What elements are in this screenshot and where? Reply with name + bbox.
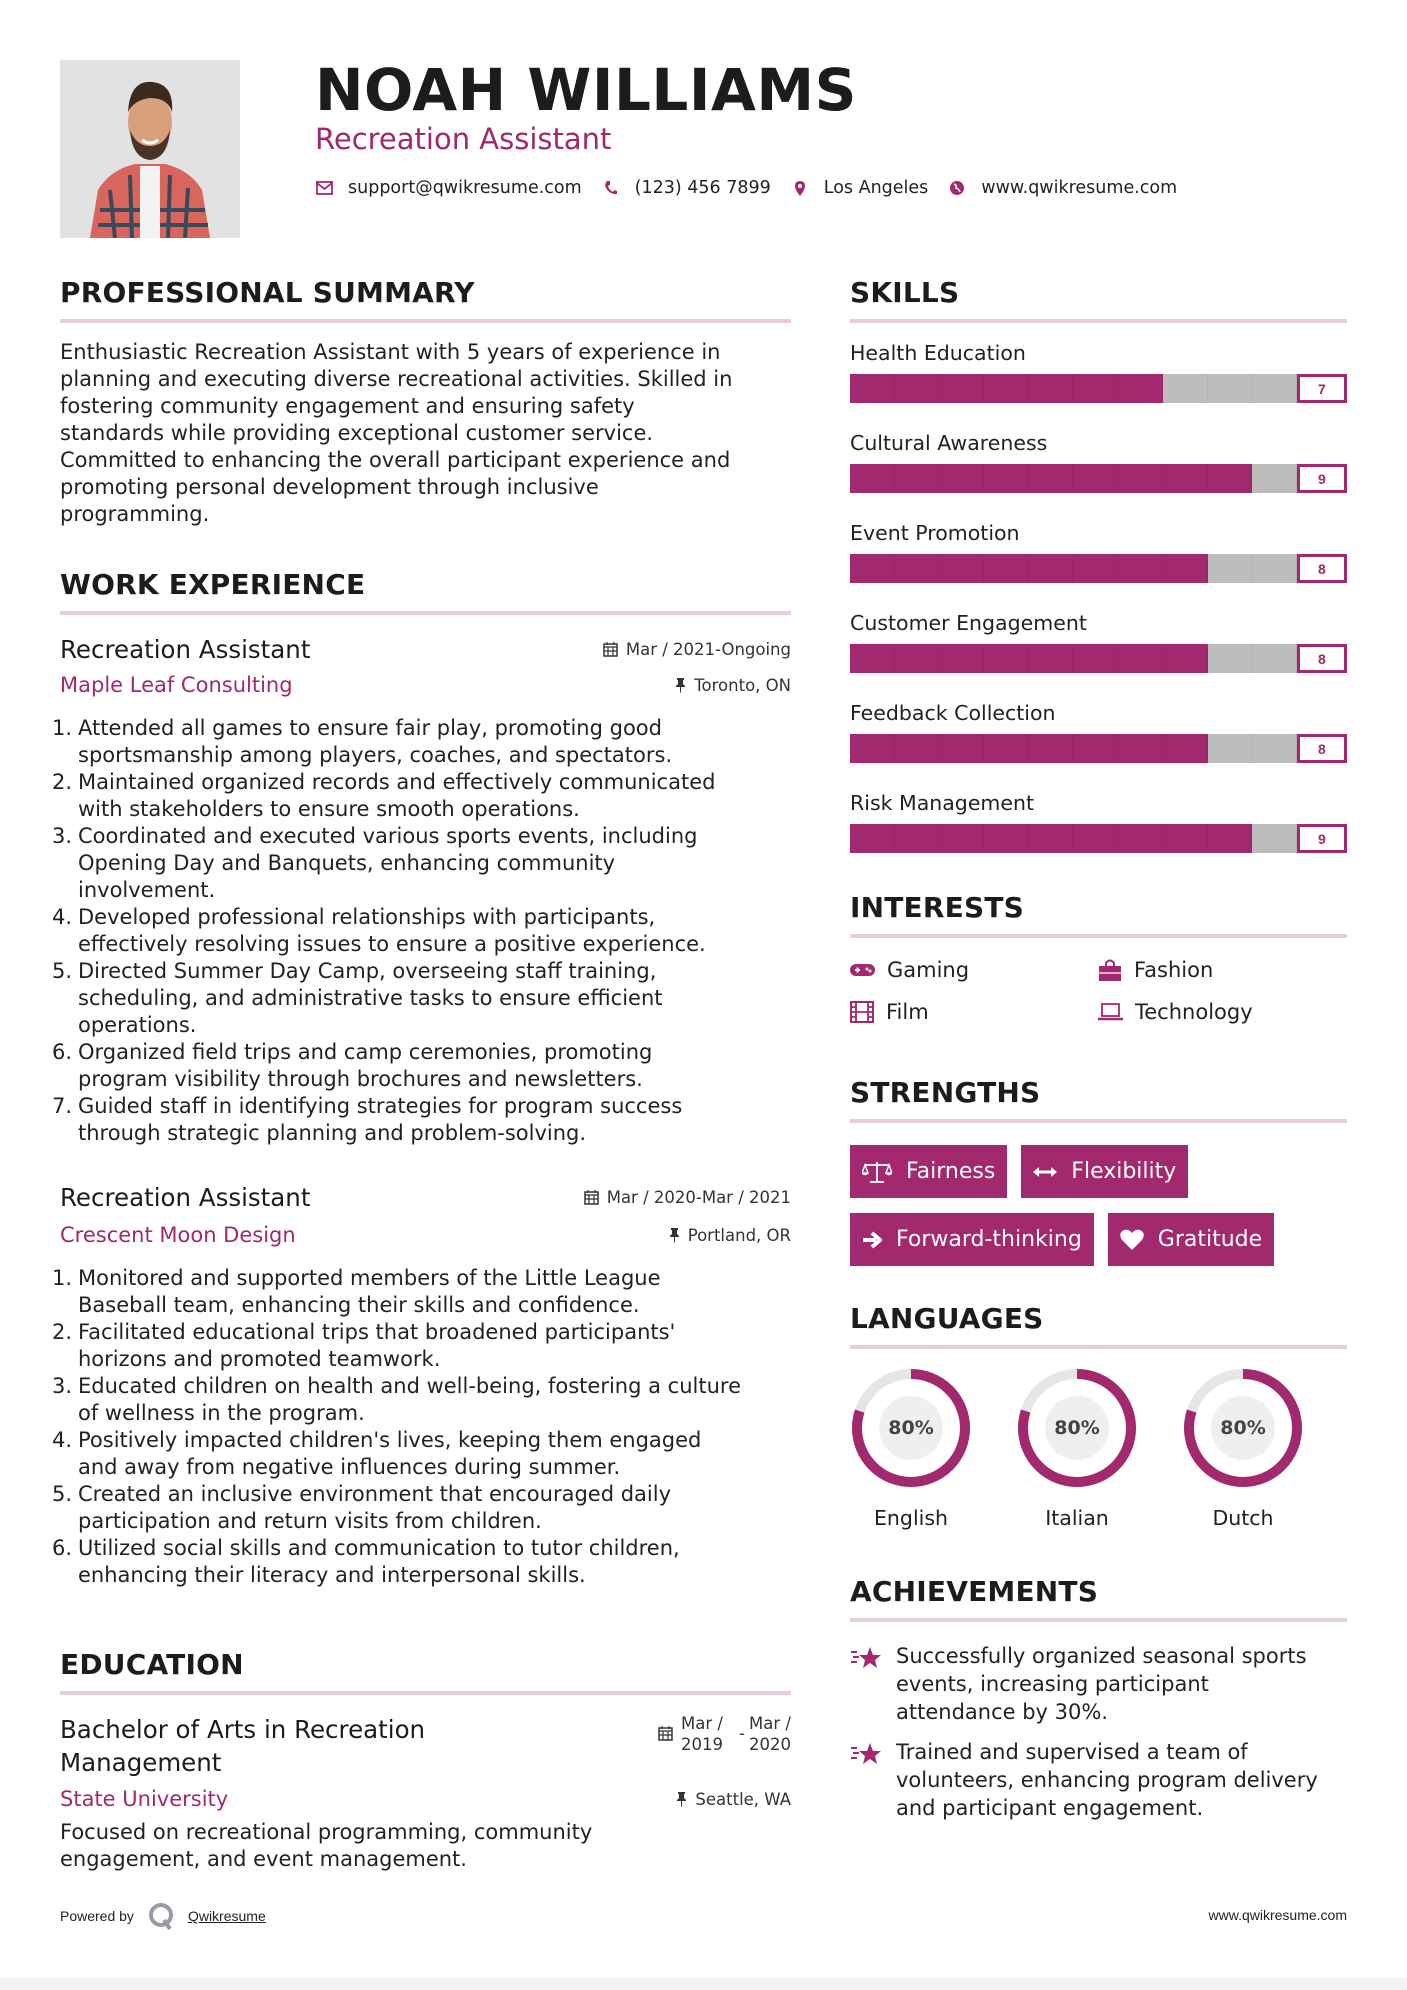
skill-label: Health Education [850,341,1026,365]
powered-by [60,1902,266,1930]
balance-scale-icon [862,1161,892,1183]
skill-bar-segment [850,644,895,673]
skill-bar-segment [1208,734,1253,763]
phone-icon [602,179,620,197]
list-item: 7. Guided staff in identifying strategies for program success through strategic planning and problem-solving. [52,1094,683,1145]
contact-email[interactable] [315,178,582,198]
degree-title: Bachelor of Arts in Recreation Management [60,1715,426,1777]
pushpin-icon [675,677,686,693]
skill-bar [850,464,1347,493]
list-item: 5. Directed Summer Day Camp, overseeing staff training, scheduling, and administrative tasks to ensure efficient operations. [52,959,663,1037]
skills-list [850,341,1347,853]
language-progress-ring [1182,1367,1304,1489]
arrow-right-icon [862,1230,882,1250]
skill-bar-segment [1029,824,1074,853]
skill-value-box: 9 [1297,464,1347,493]
section-title: INTERESTS [850,891,1024,924]
skill-value-box: 8 [1297,554,1347,583]
section-divider [60,1691,791,1695]
skill-label: Event Promotion [850,521,1020,545]
film-icon [850,1001,874,1023]
skill-value-box: 7 [1297,374,1347,403]
arrows-horizontal-icon [1033,1166,1057,1178]
skill-bar-segment [1252,734,1297,763]
skill-bar-segment [984,644,1029,673]
end-date: Mar / 2020 [749,1714,791,1754]
skill-bar-segment [939,464,984,493]
skill-bar-segment [1208,464,1253,493]
list-item: 4. Developed professional relationships with participants, effectively resolving issues to ensure a positive experience. [52,905,706,956]
section-title: ACHIEVEMENTS [850,1575,1099,1608]
list-item: 2. Facilitated educational trips that broadened participants' horizons and promoted teamwork. [52,1320,676,1371]
section-title: WORK EXPERIENCE [60,568,366,601]
skill-label: Customer Engagement [850,611,1087,635]
section-divider [850,1345,1347,1349]
skill-bar-segment [984,464,1029,493]
list-item: 6. Organized field trips and camp ceremonies, promoting program visibility through brochures and newsletters. [52,1040,653,1091]
laptop-icon [1098,1003,1123,1021]
language-percent: 80% [1054,1417,1100,1439]
skill-value-box: 8 [1297,734,1347,763]
interest-gaming: Gaming [850,958,1098,982]
skill-bar-segment [1073,644,1118,673]
skill-label: Risk Management [850,791,1035,815]
date-separator: - [739,1724,745,1743]
pushpin-icon [669,1227,680,1243]
skill-bar-segment [850,374,895,403]
list-item: 6. Utilized social skills and communication to tutor children, enhancing their literacy and interpersonal skills. [52,1536,680,1587]
job-bullets [52,1265,791,1589]
skill-bar-segment [1208,554,1253,583]
school-name: State University [60,1787,229,1811]
skill-bar-segment [1073,824,1118,853]
skill-bar-segment [895,374,940,403]
skill-item [850,521,1347,583]
languages-list [850,1367,1347,1530]
list-item: 1. Monitored and supported members of the Little League Baseball team, enhancing their skills and confidence. [52,1266,661,1317]
skill-bar-segment [1252,374,1297,403]
gamepad-icon [850,963,875,977]
interests-section [850,891,1347,1024]
skill-bar-segment [939,734,984,763]
section-divider [60,319,791,323]
list-item: 4. Positively impacted children's lives, keeping them engaged and away from negative influences during summer. [52,1428,702,1479]
skill-bar-segment [1163,374,1208,403]
calendar-icon [658,1725,673,1741]
shopping-bag-icon [1098,959,1122,981]
job-entry [52,1181,791,1589]
profile-photo [60,60,240,238]
education-section [60,1648,791,1873]
start-date: Mar / 2019 [681,1714,724,1754]
skill-bar-segment [984,554,1029,583]
language-item [1182,1367,1304,1530]
skill-label: Feedback Collection [850,701,1056,725]
contact-phone[interactable] [602,178,771,198]
skill-bar-segment [1029,464,1074,493]
skill-bar-segment [1118,464,1163,493]
skill-value-box: 9 [1297,824,1347,853]
interest-film: Film [850,1000,1098,1024]
skill-bar-segment [895,824,940,853]
contact-location [791,178,929,198]
skill-bar [850,374,1347,403]
footer-website[interactable]: www.qwikresume.com [1208,1907,1347,1923]
language-label: Dutch [1212,1506,1274,1530]
skill-bar-segment [1163,824,1208,853]
section-title: STRENGTHS [850,1076,1041,1109]
skill-bar-segment [1163,734,1208,763]
skill-bar-segment [1073,374,1118,403]
skill-bar-segment [984,734,1029,763]
skill-bar-segment [1252,644,1297,673]
skill-item [850,431,1347,493]
job-dates: Mar / 2021-Ongoing [603,640,791,659]
skill-label: Cultural Awareness [850,431,1048,455]
page-bottom-edge [0,1978,1407,1990]
languages-section [850,1302,1347,1530]
skill-bar-segment [1029,374,1074,403]
section-divider [60,611,791,615]
calendar-icon [584,1189,599,1205]
qwikresume-link[interactable]: Qwikresume [187,1908,266,1924]
job-dates: Mar / 2020-Mar / 2021 [584,1188,791,1207]
skill-bar-segment [1208,644,1253,673]
skill-bar-segment [939,374,984,403]
pushpin-icon [676,1791,687,1807]
skill-bar-segment [895,554,940,583]
section-title: SKILLS [850,276,960,309]
envelope-icon [315,179,333,197]
interest-technology: Technology [1098,1000,1346,1024]
strengths-section [850,1076,1347,1266]
skill-bar-segment [1163,644,1208,673]
powered-by-label: Powered by [60,1908,134,1924]
skill-bar-segment [1029,734,1074,763]
education-description: Focused on recreational programming, community engagement, and event management. [60,1820,593,1871]
globe-icon [948,179,966,197]
section-title: EDUCATION [60,1648,244,1681]
education-location: Seattle, WA [676,1790,791,1809]
contact-bar [315,178,1197,198]
education-dates [658,1713,791,1779]
achievement-item: Successfully organized seasonal sports events, increasing participant attendance by 30%. [850,1642,1347,1726]
skill-bar-segment [895,464,940,493]
skill-bar-segment [1163,554,1208,583]
skill-bar-segment [1163,464,1208,493]
skill-bar-segment [1073,554,1118,583]
email-text: support@qwikresume.com [348,178,582,198]
language-item [850,1367,972,1530]
skill-bar-segment [850,824,895,853]
skill-bar-segment [1029,554,1074,583]
section-divider [850,319,1347,323]
heart-icon [1120,1229,1144,1250]
language-label: English [873,1506,949,1530]
qwikresume-logo-icon [148,1902,174,1930]
star-achievement-icon [850,1742,882,1766]
skill-item [850,701,1347,763]
company-name: Crescent Moon Design [60,1223,296,1247]
skill-bar-segment [1208,374,1253,403]
language-item [1016,1367,1138,1530]
list-item: 2. Maintained organized records and effectively communicated with stakeholders to ensure smooth operations. [52,770,716,821]
skill-bar [850,824,1347,853]
section-title: PROFESSIONAL SUMMARY [60,276,475,309]
experience-section [60,568,791,615]
job-location: Toronto, ON [675,676,791,695]
skill-bar [850,554,1347,583]
language-percent: 80% [888,1417,934,1439]
job-location: Portland, OR [669,1226,791,1245]
skill-bar-segment [1208,824,1253,853]
language-percent: 80% [1220,1417,1266,1439]
list-item: 3. Educated children on health and well-being, fostering a culture of wellness in the program. [52,1374,741,1425]
language-label: Italian [1045,1506,1109,1530]
skill-bar-segment [1118,644,1163,673]
phone-text: (123) 456 7899 [634,178,771,198]
job-title: Recreation Assistant [60,1182,311,1212]
skill-item [850,791,1347,853]
skill-bar-segment [850,734,895,763]
skill-bar-segment [850,464,895,493]
location-text: Los Angeles [823,178,929,198]
skill-bar-segment [895,644,940,673]
candidate-name: NOAH WILLIAMS [315,56,857,124]
skill-bar [850,734,1347,763]
skill-bar-segment [939,644,984,673]
summary-text: Enthusiastic Recreation Assistant with 5 years of experience in planning and executing diverse recreational activities. Skilled in fostering community engagement and ensuring safety standards while providing exceptional customer service. Committed to enhancing the overall participant experience and promoting personal development through inclusive programming. [60,340,733,526]
skill-bar-segment [1252,554,1297,583]
calendar-icon [603,641,618,657]
skill-item [850,611,1347,673]
skill-value-box: 8 [1297,644,1347,673]
star-achievement-icon [850,1646,882,1670]
job-entry [52,633,791,1147]
list-item: 1. Attended all games to ensure fair play, promoting good sportsmanship among players, coaches, and spectators. [52,716,673,767]
achievements-section [850,1575,1347,1822]
skill-bar-segment [1252,824,1297,853]
skill-bar-segment [1118,554,1163,583]
skill-bar-segment [1029,644,1074,673]
strength-chip: Flexibility [1021,1145,1188,1198]
skill-bar-segment [895,734,940,763]
skill-item [850,341,1347,403]
skill-bar-segment [939,554,984,583]
section-divider [850,1119,1347,1123]
website-text: www.qwikresume.com [981,178,1178,198]
strength-chip: Forward-thinking [850,1213,1094,1266]
section-divider [850,1618,1347,1622]
language-progress-ring [1016,1367,1138,1489]
candidate-title: Recreation Assistant [315,122,612,156]
list-item: 5. Created an inclusive environment that encouraged daily participation and return visits from children. [52,1482,671,1533]
company-name: Maple Leaf Consulting [60,673,293,697]
strength-chip: Gratitude [1108,1213,1274,1266]
skill-bar-segment [850,554,895,583]
strength-chip: Fairness [850,1145,1007,1198]
job-title: Recreation Assistant [60,634,311,664]
summary-section [60,276,791,528]
map-marker-icon [791,179,809,197]
skills-section [850,276,1347,853]
skill-bar-segment [984,824,1029,853]
skill-bar-segment [1073,734,1118,763]
skill-bar-segment [939,824,984,853]
skill-bar-segment [1252,464,1297,493]
achievement-item: Trained and supervised a team of volunteers, enhancing program delivery and participant engagement. [850,1738,1347,1822]
interest-fashion: Fashion [1098,958,1346,982]
section-divider [850,934,1347,938]
section-title: LANGUAGES [850,1302,1044,1335]
skill-bar-segment [1118,824,1163,853]
contact-website[interactable] [948,178,1177,198]
skill-bar [850,644,1347,673]
skill-bar-segment [1073,464,1118,493]
list-item: 3. Coordinated and executed various sports events, including Opening Day and Banquets, enhancing community involvement. [52,824,698,902]
job-bullets [52,715,791,1147]
skill-bar-segment [1118,734,1163,763]
skill-bar-segment [1118,374,1163,403]
language-progress-ring [850,1367,972,1489]
skill-bar-segment [984,374,1029,403]
